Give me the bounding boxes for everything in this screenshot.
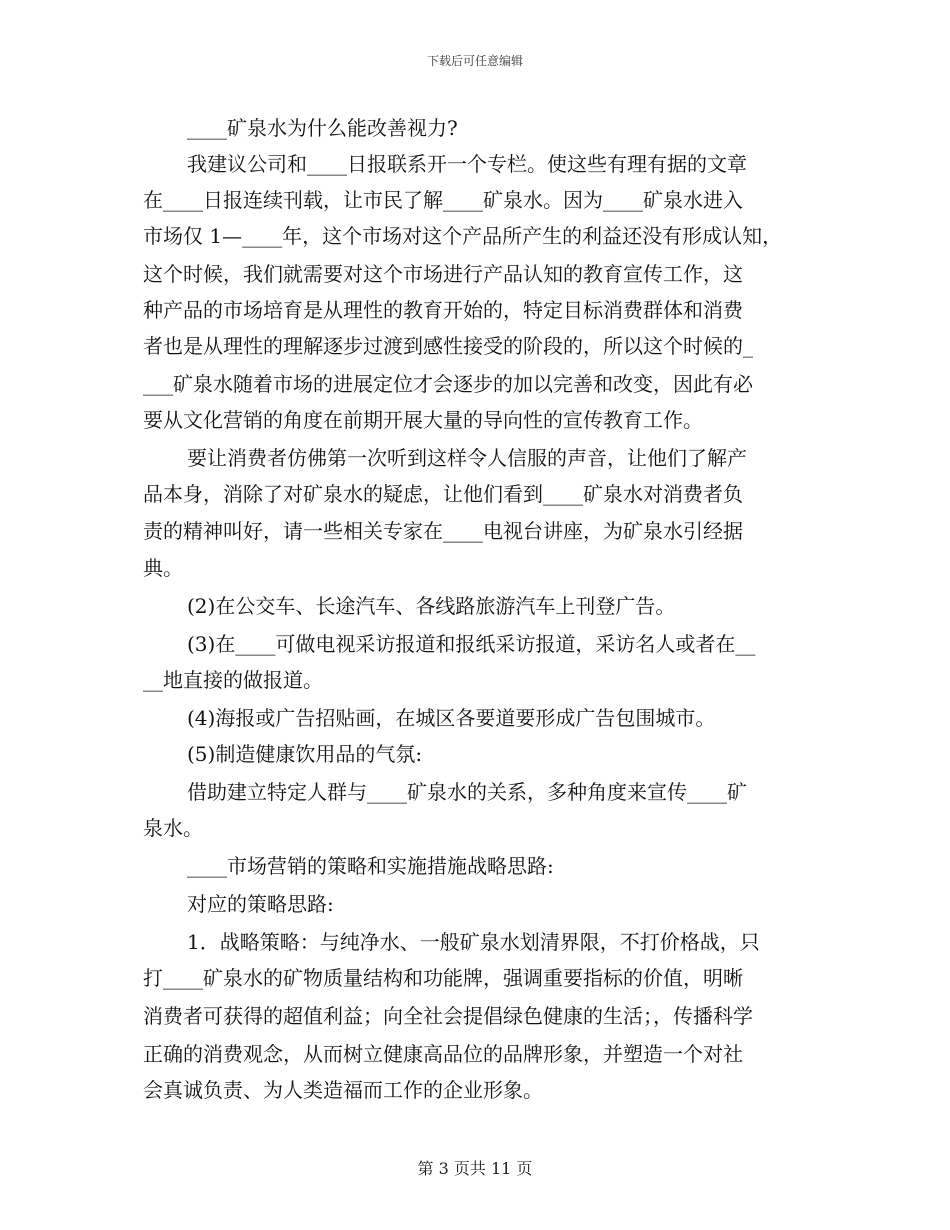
body-line: 品本身，消除了对矿泉水的疑虑，让他们看到____矿泉水对消费者负 xyxy=(143,482,743,506)
body-line: (2)在公交车、长途汽车、各线路旅游汽车上刊登广告。 xyxy=(187,594,676,618)
body-line: (3)在____可做电视采访报道和报纸采访报道，采访名人或者在__ xyxy=(187,632,756,656)
body-line: 在____日报连续刊载，让市民了解____矿泉水。因为____矿泉水进入 xyxy=(143,188,743,212)
body-line: ____矿泉水为什么能改善视力? xyxy=(187,116,458,140)
body-line: 正确的消费观念，从而树立健康高品位的品牌形象，并塑造一个对社 xyxy=(143,1042,743,1066)
body-line: 消费者可获得的超值利益；向全社会提倡绿色健康的生活；，传播科学 xyxy=(143,1004,753,1028)
body-line: ____市场营销的策略和实施措施战略思路: xyxy=(187,854,554,878)
body-line: 1．战略策略：与纯净水、一般矿泉水划清界限，不打价格战，只 xyxy=(187,930,760,954)
body-line: 借助建立特定人群与____矿泉水的关系，多种角度来宣传____矿 xyxy=(187,780,747,804)
body-line: 会真诚负责、为人类造福而工作的企业形象。 xyxy=(143,1078,543,1102)
body-line: 责的精神叫好，请一些相关专家在____电视台讲座，为矿泉水引经据 xyxy=(143,519,743,543)
body-line: 市场仅 1—____年，这个市场对这个产品所产生的利益还没有形成认知， xyxy=(143,224,783,248)
page-footer: 第 3 页共 11 页 xyxy=(417,1159,533,1178)
body-line: 种产品的市场培育是从理性的教育开始的，特定目标消费群体和消费 xyxy=(143,298,743,322)
body-line: 要从文化营销的角度在前期开展大量的导向性的宣传教育工作。 xyxy=(143,408,703,432)
body-line: 典。 xyxy=(143,556,183,580)
body-line: 者也是从理性的理解逐步过渡到感性接受的阶段的，所以这个时候的_ xyxy=(143,334,753,358)
body-line: 对应的策略思路: xyxy=(187,892,334,916)
body-line: 打____矿泉水的矿物质量结构和功能牌，强调重要指标的价值，明晰 xyxy=(143,966,743,990)
body-line: (4)海报或广告招贴画，在城区各要道要形成广告包围城市。 xyxy=(187,706,716,730)
body-line: __地直接的做报道。 xyxy=(143,668,323,692)
body-line: (5)制造健康饮用品的气氛: xyxy=(187,742,423,766)
body-line: ___矿泉水随着市场的进展定位才会逐步的加以完善和改变，因此有必 xyxy=(143,372,753,396)
body-line: 泉水。 xyxy=(143,816,203,840)
body-line: 要让消费者仿佛第一次听到这样令人信服的声音，让他们了解产 xyxy=(187,446,747,470)
body-line: 我建议公司和____日报联系开一个专栏。使这些有理有据的文章 xyxy=(187,152,747,176)
body-line: 这个时候，我们就需要对这个市场进行产品认知的教育宣传工作，这 xyxy=(143,262,743,286)
page-header: 下载后可任意编辑 xyxy=(426,54,523,68)
